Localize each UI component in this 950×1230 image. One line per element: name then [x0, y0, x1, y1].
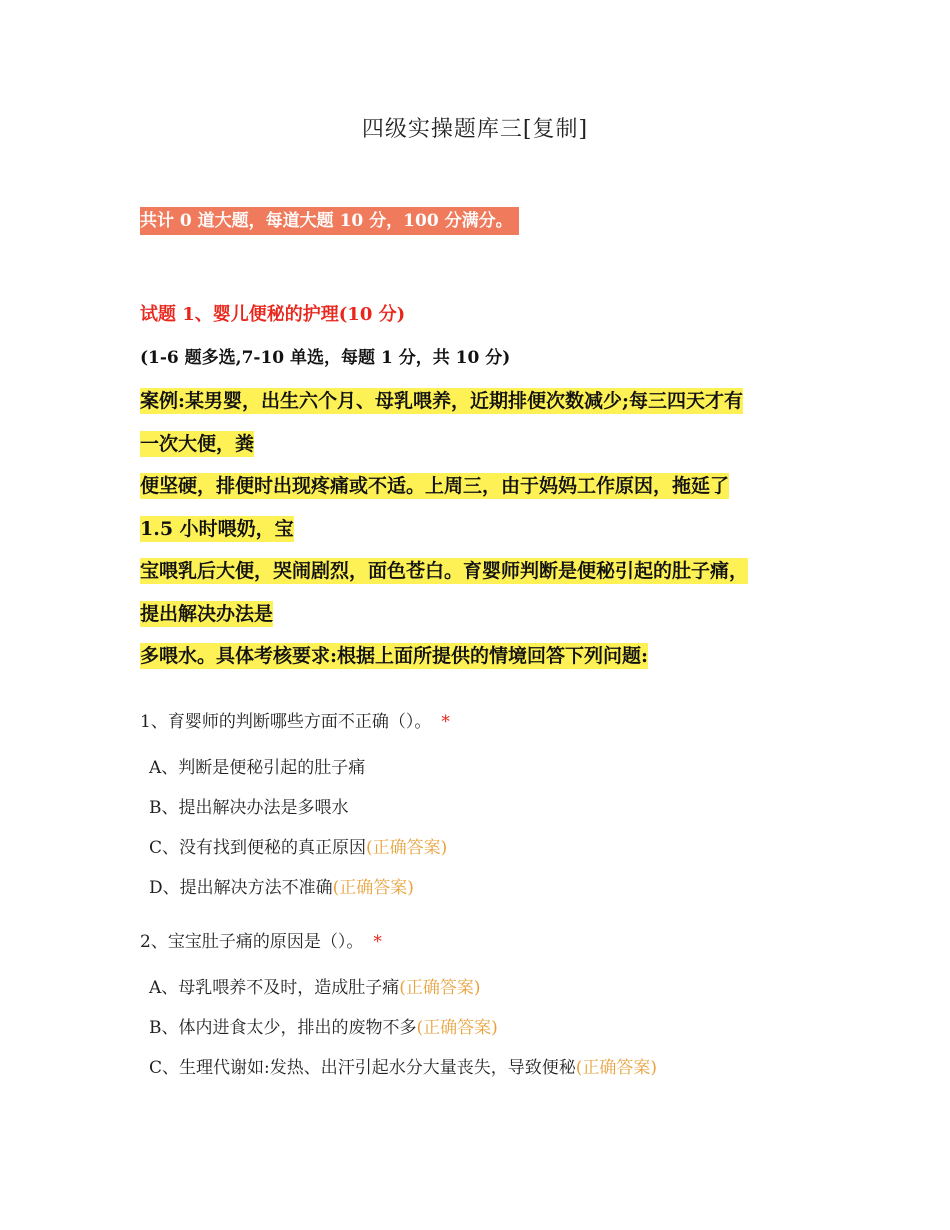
question-2-option-a	[149, 973, 481, 998]
case-line: 提出解决办法是	[140, 602, 274, 625]
correct-answer-tag: (正确答案)	[332, 878, 414, 898]
case-line: 宝喂乳后大便，哭闹剧烈，面色苍白。育婴师判断是便秘引起的肚子痛，	[140, 560, 749, 582]
question-1-option-b	[149, 793, 349, 818]
option-text: A、母乳喂养不及时，造成肚子痛	[149, 978, 400, 998]
correct-answer-tag: (正确答案)	[366, 838, 448, 858]
case-line: 案例:某男婴，出生六个月、母乳喂养，近期排便次数减少;每三四天才有	[140, 390, 744, 412]
case-line: 一次大便，粪	[140, 432, 255, 455]
case-line: 多喂水。具体考核要求:根据上面所提供的情境回答下列问题:	[140, 645, 649, 667]
question-text: 1、育婴师的判断哪些方面不正确（）。	[140, 712, 432, 732]
correct-answer-tag: (正确答案)	[575, 1058, 657, 1078]
option-text: B、体内进食太少，排出的废物不多	[149, 1018, 417, 1038]
option-text: C、生理代谢如:发热、出汗引起水分大量丧失，导致便秘	[149, 1058, 576, 1078]
question-2	[140, 927, 382, 952]
question-2-option-c	[149, 1053, 657, 1078]
option-text: B、提出解决办法是多喂水	[149, 798, 349, 818]
option-text: A、判断是便秘引起的肚子痛	[149, 758, 366, 778]
question-1-option-c	[149, 833, 447, 858]
required-marker: *	[441, 712, 450, 732]
case-line: 1.5 小时喂奶，宝	[140, 517, 294, 540]
question-2-option-b	[149, 1013, 498, 1038]
case-description	[140, 380, 820, 678]
question-1-option-d	[149, 873, 414, 898]
document-title: 四级实操题库三[复制]	[361, 117, 589, 142]
correct-answer-tag: (正确答案)	[416, 1018, 498, 1038]
section-title: 试题 1、婴儿便秘的护理(10 分)	[140, 304, 406, 325]
required-marker: *	[373, 932, 382, 952]
question-1	[140, 707, 450, 732]
question-1-option-a	[149, 753, 365, 778]
score-summary-banner: 共计 0 道大题，每道大题 10 分，100 分满分。	[140, 207, 519, 235]
section-scoring-note: (1-6 题多选,7-10 单选，每题 1 分，共 10 分)	[140, 348, 511, 368]
case-line: 便坚硬，排便时出现疼痛或不适。上周三，由于妈妈工作原因，拖延了	[140, 475, 730, 497]
option-text: C、没有找到便秘的真正原因	[149, 838, 367, 858]
question-text: 2、宝宝肚子痛的原因是（）。	[140, 932, 364, 952]
option-text: D、提出解决方法不准确	[149, 878, 333, 898]
correct-answer-tag: (正确答案)	[399, 978, 481, 998]
